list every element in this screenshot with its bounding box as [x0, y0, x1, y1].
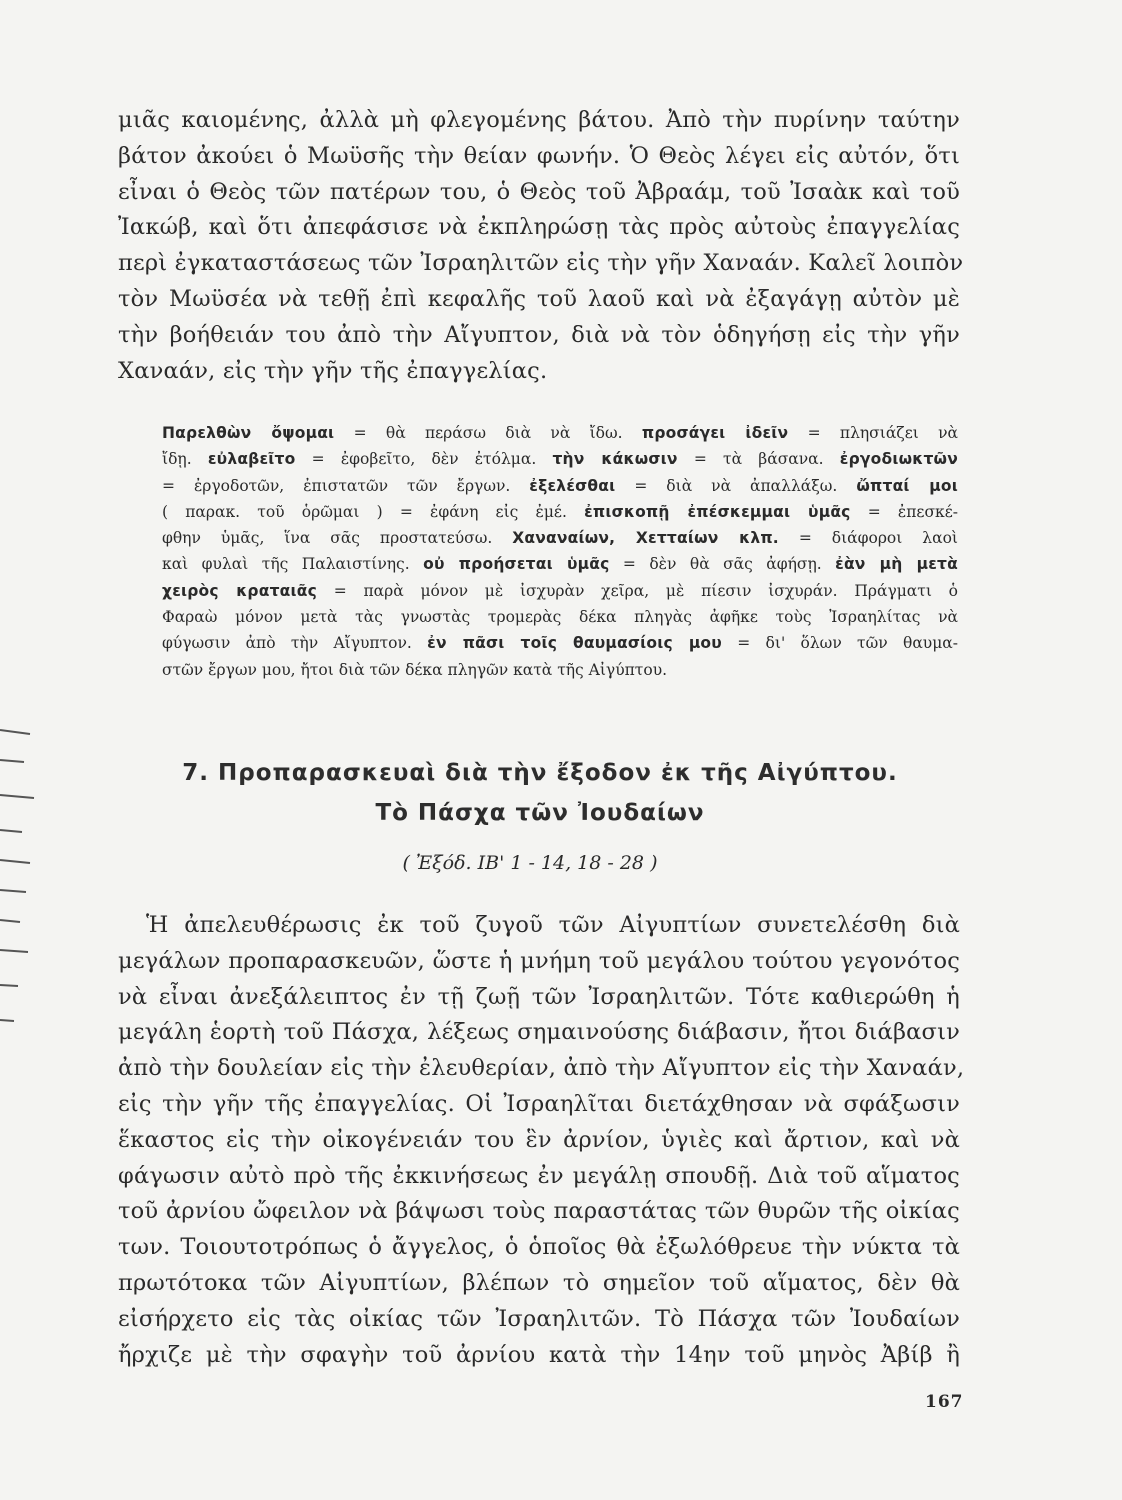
note-text: φθην ὑμᾶς, ἵνα σᾶς προστατεύσω.: [162, 529, 513, 548]
text-line: μεγάλων προπαρασκευῶν, ὥστε ἡ μνήμη τοῦ μεγάλου τούτου γεγονότος: [118, 947, 960, 974]
note-term: Παρελθὼν ὄψομαι: [162, 424, 335, 442]
paragraph-burning-bush: [118, 103, 964, 389]
note-term: εὐλαβεῖτο: [207, 450, 296, 469]
text-line: μιᾶς καιομένης, ἀλλὰ μὴ φλεγομένης βάτου. Ἀπὸ τὴν πυρίνην ταύτην: [118, 107, 960, 133]
note-text: ( παρακ. τοῦ ὁρῶμαι ) = ἐφάνη εἰς ἐμέ.: [162, 502, 585, 521]
note-line: [162, 630, 958, 656]
page-number: 167: [925, 1392, 964, 1412]
text-line: φάγωσιν αὐτὸ πρὸ τῆς ἐκκινήσεως ἐν μεγάλῃ σπουδῇ. Διὰ τοῦ αἵματος: [118, 1162, 960, 1189]
scripture-citation: ( Ἐξόδ. ΙΒ' 1 - 14, 18 - 28 ): [402, 852, 658, 874]
note-text: = διὰ νὰ ἀπαλλάξω.: [615, 476, 857, 495]
text-line: εἶναι ὁ Θεὸς τῶν πατέρων του, ὁ Θεὸς τοῦ Ἀβραάμ, τοῦ Ἰσαὰκ καὶ τοῦ: [118, 178, 960, 205]
text-line: Ἡ ἀπελευθέρωσις ἐκ τοῦ ζυγοῦ τῶν Αἰγυπτίων συνετελέσθη διὰ: [146, 912, 960, 938]
note-term: ὤπταί μοι: [856, 476, 958, 495]
note-term: χειρὸς κραταιᾶς: [162, 581, 317, 600]
text-line: μεγάλη ἑορτὴ τοῦ Πάσχα, λέξεως σημαινούσης διάβασιν, ἤτοι διάβασιν: [118, 1019, 960, 1046]
text-line: περὶ ἐγκαταστάσεως τῶν Ἰσραηλιτῶν εἰς τὴν γῆν Χαναάν. Καλεῖ λοιπὸν: [118, 250, 964, 277]
note-text: Φαραὼ μόνον μετὰ τὰς γνωστὰς τρομερὰς δέκα πληγὰς ἀφῆκε τοὺς Ἰσραηλίτας νὰ: [162, 608, 958, 627]
note-term: οὐ προήσεται ὑμᾶς: [423, 555, 610, 574]
note-term: ἐξελέσθαι: [529, 476, 616, 495]
note-line: [162, 525, 958, 551]
section-heading: 7. Προπαρασκευαὶ διὰ τὴν ἔξοδον ἐκ τῆς Αἰγύπτου.: [182, 760, 898, 786]
note-text: = ἐπεσκέ-: [850, 502, 958, 521]
note-text: στῶν ἔργων μου, ἤτοι διὰ τῶν δέκα πληγῶν κατὰ τῆς Αἰγύπτου.: [162, 660, 668, 679]
text-line: Ἰακώβ, καὶ ὅτι ἀπεφάσισε νὰ ἐκπληρώσῃ τὰς πρὸς αὐτοὺς ἐπαγγελίας: [118, 214, 960, 241]
text-line: των. Τοιουτοτρόπως ὁ ἄγγελος, ὁ ὁποῖος θὰ ἐξωλόθρευε τὴν νύκτα τὰ: [118, 1234, 960, 1261]
note-term: ἐπισκοπῇ ἐπέσκεμμαι ὑμᾶς: [584, 502, 851, 521]
note-text: = δὲν θὰ σᾶς ἀφήσῃ.: [609, 555, 836, 574]
note-line: [162, 604, 958, 630]
text-line: ἤρχιζε μὲ τὴν σφαγὴν τοῦ ἀρνίου κατὰ τὴν 14ην τοῦ μηνὸς Ἀβίβ ἢ: [118, 1341, 960, 1368]
note-line: [162, 473, 958, 499]
note-text: = ἐργοδοτῶν, ἐπιστατῶν τῶν ἔργων.: [162, 476, 530, 495]
text-line: εἰς τὴν γῆν τῆς ἐπαγγελίας. Οἱ Ἰσραηλῖται διετάχθησαν νὰ σφάξωσιν: [118, 1090, 960, 1117]
note-text: = θὰ περάσω διὰ νὰ ἴδω.: [334, 424, 642, 442]
text-line: τὴν βοήθειάν του ἀπὸ τὴν Αἴγυπτον, διὰ νὰ τὸν ὁδηγήσῃ εἰς τὴν γῆν: [118, 321, 960, 348]
note-term: τὴν κάκωσιν: [552, 450, 678, 469]
note-line: [162, 446, 958, 472]
text-line: τὸν Μωϋσέα νὰ τεθῇ ἐπὶ κεφαλῆς τοῦ λαοῦ καὶ νὰ ἐξαγάγῃ αὐτὸν μὲ: [118, 285, 960, 312]
text-line: πρωτότοκα τῶν Αἰγυπτίων, βλέπων τὸ σημεῖον τοῦ αἵματος, δὲν θὰ: [118, 1269, 960, 1296]
paragraph-passover: [118, 908, 965, 1373]
text-line: νὰ εἶναι ἀνεξάλειπτος ἐν τῇ ζωῇ τῶν Ἰσραηλιτῶν. Τότε καθιερώθη ἡ: [118, 983, 960, 1010]
note-text: φύγωσιν ἀπὸ τὴν Αἴγυπτον.: [162, 634, 428, 653]
scan-edge-marks: [0, 720, 40, 1050]
note-term: ἐν πᾶσι τοῖς θαυμασίοις μου: [427, 634, 722, 653]
text-line: ἕκαστος εἰς τὴν οἰκογένειάν του ἓν ἀρνίον, ὑγιὲς καὶ ἄρτιον, καὶ νὰ: [118, 1126, 960, 1153]
note-text: ἴδῃ.: [162, 450, 208, 469]
note-text: = δι' ὅλων τῶν θαυμα-: [721, 634, 958, 653]
note-text: = παρὰ μόνον μὲ ἰσχυρὰν χεῖρα, μὲ πίεσιν ἰσχυράν. Πράγματι ὁ: [317, 581, 958, 600]
note-text: καὶ φυλαὶ τῆς Παλαιστίνης.: [162, 555, 424, 574]
note-term: προσάγει ἰδεῖν: [641, 424, 789, 442]
text-line: βάτον ἀκούει ὁ Μωϋσῆς τὴν θείαν φωνήν. Ὁ Θεὸς λέγει εἰς αὐτόν, ὅτι: [118, 142, 960, 169]
note-line: [162, 657, 958, 683]
note-term: ἐὰν μὴ μετὰ: [835, 555, 958, 574]
section-subheading: Τὸ Πάσχα τῶν Ἰουδαίων: [375, 800, 705, 826]
text-line: εἰσήρχετο εἰς τὰς οἰκίας τῶν Ἰσραηλιτῶν. Τὸ Πάσχα τῶν Ἰουδαίων: [118, 1305, 960, 1332]
note-text: = τὰ βάσανα.: [677, 450, 840, 469]
note-line: [162, 499, 958, 525]
note-line: [162, 578, 958, 604]
text-line: τοῦ ἀρνίου ὤφειλον νὰ βάψωσι τοὺς παραστάτας τῶν θυρῶν τῆς οἰκίας: [118, 1198, 960, 1225]
note-line: [162, 420, 958, 446]
note-text: = διάφοροι λαοὶ: [778, 529, 958, 548]
note-term: Χαναναίων, Χετταίων κλπ.: [512, 529, 779, 548]
note-text: = ἐφοβεῖτο, δὲν ἐτόλμα.: [295, 450, 553, 469]
note-text: = πλησιάζει νὰ: [788, 424, 958, 442]
text-line: ἀπὸ τὴν δουλείαν εἰς τὴν ἐλευθερίαν, ἀπὸ τὴν Αἴγυπτον εἰς τὴν Χαναάν,: [118, 1055, 965, 1082]
glossary-notes: [162, 420, 958, 683]
text-line: Χαναάν, εἰς τὴν γῆν τῆς ἐπαγγελίας.: [118, 357, 548, 384]
note-term: ἐργοδιωκτῶν: [839, 450, 958, 469]
note-line: [162, 551, 958, 577]
